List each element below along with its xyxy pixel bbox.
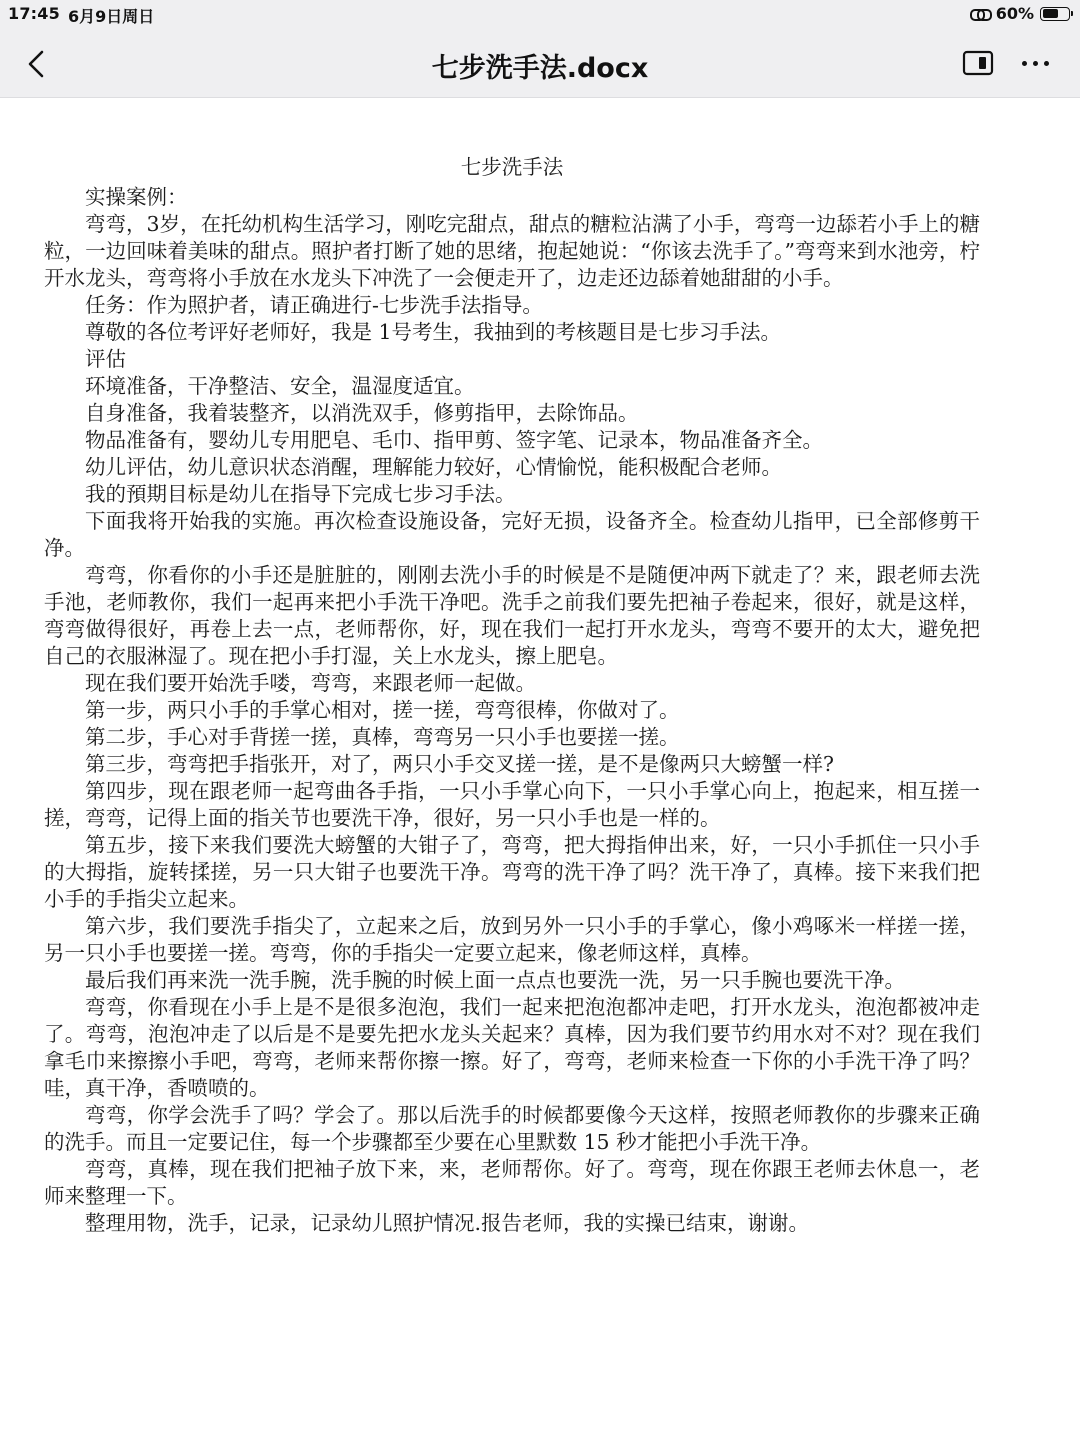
status-indicators (970, 4, 1070, 23)
battery-percent: 60% (995, 4, 1034, 23)
document-heading: 七步洗手法 (460, 155, 564, 179)
reader-view-button[interactable] (962, 50, 994, 76)
paragraph: 自身准备，我着装整齐，以消洗双手，修剪指甲，去除饰品。 (85, 401, 639, 425)
more-icon-dot (1044, 61, 1049, 66)
more-options-button[interactable] (1016, 48, 1054, 78)
more-icon-dot (1022, 61, 1027, 66)
paragraph: 第三步，弯弯把手指张开，对了，两只小手交叉搓一搓，是不是像两只大螃蟹一样? (85, 752, 834, 776)
paragraph: 尊敬的各位考评好老师好，我是 1号考生，我抽到的考核题目是七步习手法。 (85, 320, 782, 344)
paragraph: 整理用物，洗手，记录，记录幼儿照护情况.报告老师，我的实操已结束，谢谢。 (85, 1211, 810, 1235)
paragraph: 现在我们要开始洗手喽，弯弯，来跟老师一起做。 (85, 671, 536, 695)
battery-icon (1040, 7, 1070, 21)
paragraph: 弯弯，你看你的小手还是脏脏的，刚刚去洗小手的时候是不是随便冲两下就走了？来，跟老师去洗手池，老师教你，我们一起再来把小手洗干净吧。洗手之前我们要先把袖子卷起来，很好，就是这样，弯弯做得很好，再卷上去一点，老师帮你，好，现在我们一起打开水龙头，弯弯不要开的太大，避免把自己的衣服淋湿了。现在把小手打湿，关上水龙头，擦上肥皂。 (44, 563, 980, 668)
battery-level (1043, 9, 1058, 18)
paragraph: 第一步，两只小手的手掌心相对，搓一搓，弯弯很棒，你做对了。 (85, 698, 680, 722)
top-chrome (0, 0, 1080, 98)
paragraph-list (44, 184, 980, 1237)
paragraph: 我的預期目标是幼儿在指导下完成七步习手法。 (85, 482, 516, 506)
document-body (44, 154, 980, 1237)
paragraph: 下面我将开始我的实施。再次检查设施设备，完好无损，设备齐全。检查幼儿指甲，已全部修剪干净。 (44, 509, 980, 560)
paragraph: 第五步，接下来我们要洗大螃蟹的大钳子了，弯弯，把大拇指伸出来，好，一只小手抓住一只小手的大拇指，旋转揉搓，另一只大钳子也要洗干净。弯弯的洗干净了吗？洗干净了，真棒。接下来我们把小手的手指尖立起来。 (44, 833, 980, 911)
paragraph: 弯弯，3岁，在托幼机构生活学习，刚吃完甜点，甜点的糖粒沾满了小手，弯弯一边舔若小手上的糖粒，一边回味着美味的甜点。照护者打断了她的思绪，抱起她说：“你该去洗手了。”弯弯来到水池旁，柠开水龙头，弯弯将小手放在水龙头下冲洗了一会便走开了，边走还边舔着她甜甜的小手。 (44, 212, 980, 290)
paragraph: 第六步，我们要洗手指尖了，立起来之后，放到另外一只小手的手掌心，像小鸡啄米一样搓一搓，另一只小手也要搓一搓。弯弯，你的手指尖一定要立起来，像老师这样，真棒。 (44, 914, 980, 965)
more-icon-dot (1033, 61, 1038, 66)
paragraph: 弯弯，你看现在小手上是不是很多泡泡，我们一起来把泡泡都冲走吧，打开水龙头，泡泡都被冲走了。弯弯，泡泡冲走了以后是不是要先把水龙头关起来？真棒，因为我们要节约用水对不对？现在我们拿毛巾来擦擦小手吧，弯弯，老师来帮你擦一擦。好了，弯弯，老师来检查一下你的小手洗干净了吗？哇，真干净，香喷喷的。 (44, 995, 980, 1100)
paragraph: 最后我们再来洗一洗手腕，洗手腕的时候上面一点点也要洗一洗，另一只手腕也要洗干净。 (85, 968, 905, 992)
document-title: 七步洗手法.docx (431, 53, 649, 84)
paragraph: 任务：作为照护者，请正确进行-七步洗手法指导。 (85, 293, 543, 317)
paragraph: 弯弯，你学会洗手了吗？学会了。那以后洗手的时候都要像今天这样，按照老师教你的步骤来正确的洗手。而且一定要记住，每一个步骤都至少要在心里默数 15 秒才能把小手洗干净。 (44, 1103, 980, 1154)
paragraph: 幼儿评估，幼儿意识状态消醒，理解能力较好，心情愉悦，能积极配合老师。 (85, 455, 782, 479)
nav-bar (0, 28, 1080, 98)
status-bar (0, 0, 1080, 28)
paragraph: 环境准备，干净整洁、安全，温湿度适宜。 (85, 374, 475, 398)
paragraph: 物品准备有，婴幼儿专用肥皂、毛巾、指甲剪、签字笔、记录本，物品准备齐全。 (85, 428, 823, 452)
status-date: 6月9日周日 (68, 7, 155, 26)
paragraph: 评估 (85, 347, 126, 371)
paragraph: 第四步，现在跟老师一起弯曲各手指，一只小手掌心向下，一只小手掌心向上，抱起来，相互搓一搓，弯弯，记得上面的指关节也要洗干净，很好，另一只小手也是一样的。 (44, 779, 980, 830)
reader-view-icon (962, 50, 994, 76)
paragraph: 实操案例： (85, 185, 188, 209)
paragraph: 弯弯，真棒，现在我们把袖子放下来，来，老师帮你。好了。弯弯，现在你跟王老师去休息一，老师来整理一下。 (44, 1157, 980, 1208)
link-icon (970, 8, 990, 20)
status-time: 17:45 (8, 4, 60, 23)
paragraph: 第二步，手心对手背搓一搓，真棒，弯弯另一只小手也要搓一搓。 (85, 725, 680, 749)
